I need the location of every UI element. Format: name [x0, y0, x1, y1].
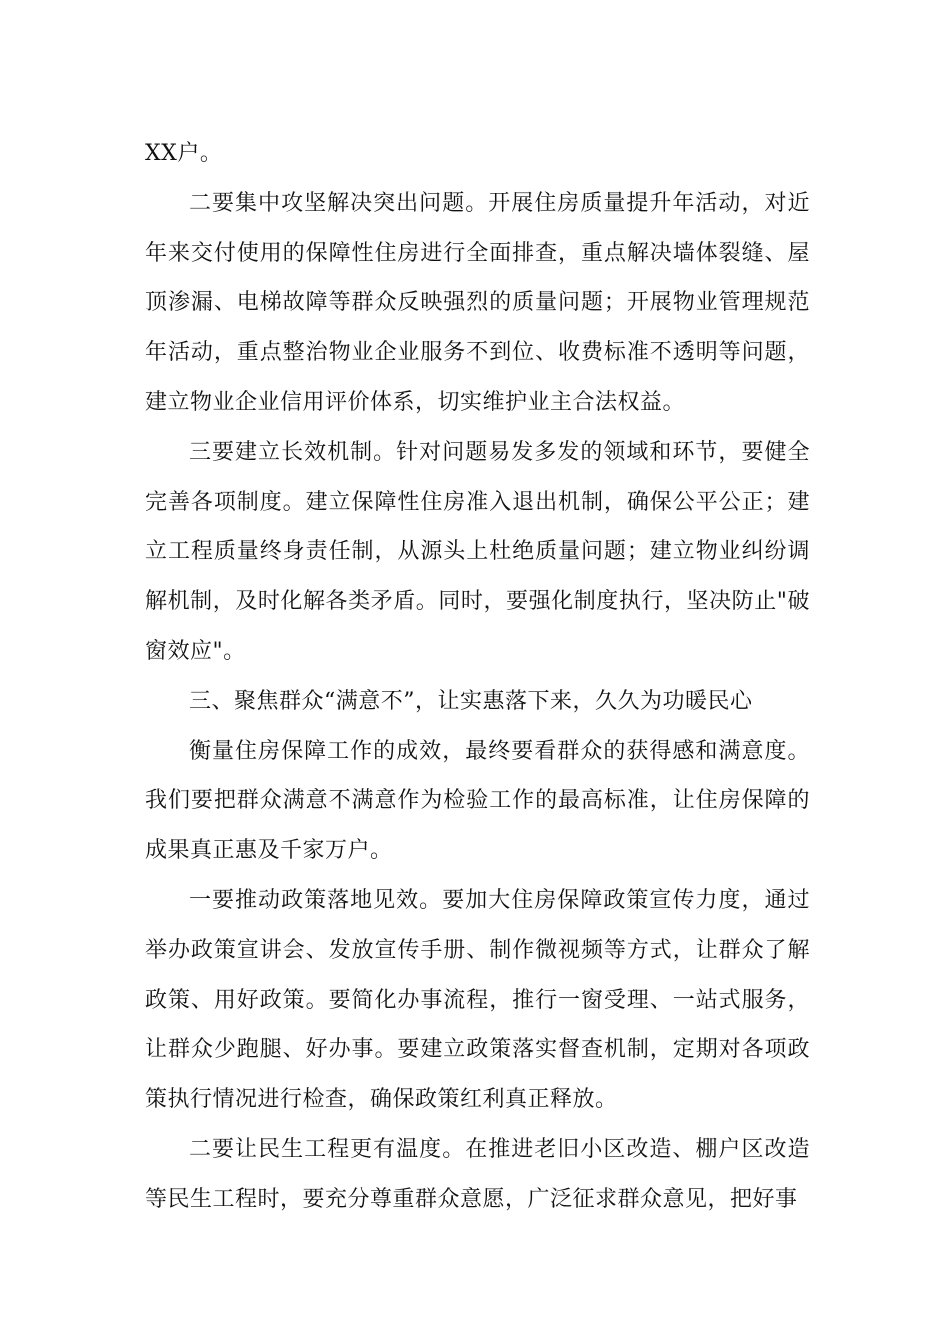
section-heading-satisfaction: 三、聚焦群众“满意不”，让实惠落下来，久久为功暖民心	[189, 688, 753, 714]
paragraph-satisfaction-intro: 衡量住房保障工作的成效，最终要看群众的获得感和满意度。我们要把群众满意不满意作为检验工作的最高标准，让住房保障的成果真正惠及千家万户。	[145, 738, 810, 864]
paragraph-livelihood-projects: 二要让民生工程更有温度。在推进老旧小区改造、棚户区改造等民生工程时，要充分尊重群众意愿，广泛征求群众意见，把好事	[145, 1136, 810, 1212]
document-body	[145, 129, 810, 1225]
paragraph-long-term-mechanism: 三要建立长效机制。针对问题易发多发的领域和环节，要健全完善各项制度。建立保障性住房准入退出机制，确保公平公正；建立工程质量终身责任制，从源头上杜绝质量问题；建立物业纠纷调解机制，及时化解各类矛盾。同时，要强化制度执行，坚决防止"破窗效应"。	[145, 439, 810, 664]
paragraph-policy-implementation: 一要推动政策落地见效。要加大住房保障政策宣传力度，通过举办政策宣讲会、发放宣传手册、制作微视频等方式，让群众了解政策、用好政策。要简化办事流程，推行一窗受理、一站式服务，让群众少跑腿、好办事。要建立政策落实督查机制，定期对各项政策执行情况进行检查，确保政策红利真正释放。	[145, 887, 810, 1113]
paragraph-quality-problems: 二要集中攻坚解决突出问题。开展住房质量提升年活动，对近年来交付使用的保障性住房进行全面排查，重点解决墙体裂缝、屋顶渗漏、电梯故障等群众反映强烈的质量问题；开展物业管理规范年活动，重点整治物业企业服务不到位、收费标准不透明等问题，建立物业企业信用评价体系，切实维护业主合法权益。	[145, 190, 810, 415]
paragraph-continuation: XX户。	[145, 141, 223, 166]
